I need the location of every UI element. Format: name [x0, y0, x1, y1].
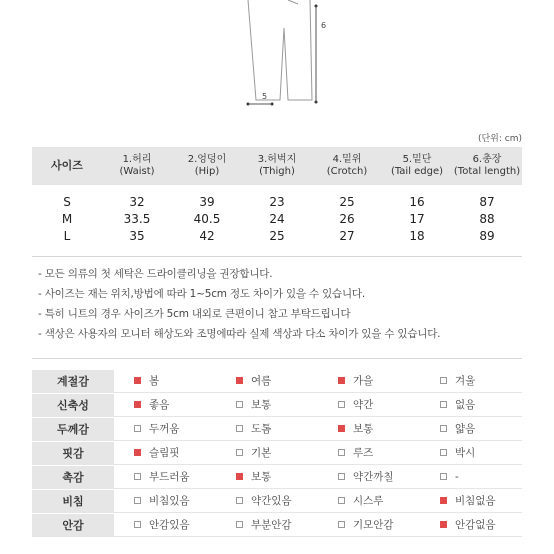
- size-row-m: [32, 210, 522, 227]
- note-line: - 특히 니트의 경우 사이즈가 5cm 내외로 큰편이니 참고 부탁드립니다: [38, 308, 351, 320]
- sketch-label-5: 5: [262, 92, 268, 101]
- attribute-option: [114, 421, 216, 436]
- unchecked-box-icon: [338, 521, 345, 528]
- header-hip-ko: 2.엉덩이: [187, 154, 227, 165]
- unchecked-box-icon: [236, 521, 243, 528]
- care-notes: [38, 266, 518, 346]
- size-cell: 35: [129, 228, 145, 243]
- attribute-option-label: 비침없음: [455, 495, 496, 507]
- unchecked-box-icon: [440, 425, 447, 432]
- divider: [32, 256, 522, 257]
- attribute-row: [32, 513, 522, 537]
- header-tail-edge-en: (Tail edge): [390, 166, 444, 177]
- size-cell: 32: [129, 194, 145, 209]
- unchecked-box-icon: [440, 473, 447, 480]
- header-thigh-en: (Thigh): [259, 166, 295, 177]
- size-cell: 26: [339, 211, 355, 226]
- note-line: - 모든 의류의 첫 세탁은 드라이클리닝을 권장합니다.: [38, 268, 273, 280]
- header-waist-ko: 1.허리: [122, 154, 152, 165]
- attribute-row: [32, 489, 522, 513]
- size-cell: 39: [199, 194, 215, 209]
- unchecked-box-icon: [134, 497, 141, 504]
- attribute-option: [216, 469, 318, 484]
- header-tail-edge-ko: 5.밑단: [402, 154, 432, 165]
- unit-label: (단위: cm): [477, 134, 522, 144]
- attribute-option: [114, 493, 216, 508]
- attribute-option: [318, 397, 420, 412]
- size-cell: 16: [409, 194, 425, 209]
- checked-box-icon: [338, 377, 345, 384]
- size-row-l: [32, 227, 522, 244]
- attribute-option-label: 기모안감: [353, 519, 394, 531]
- header-total-length: [452, 154, 522, 178]
- attribute-option-label: 시스루: [353, 495, 384, 507]
- attribute-option-label: 여름: [251, 375, 272, 387]
- attribute-option: [216, 517, 318, 532]
- attribute-option: [318, 517, 420, 532]
- attribute-option-label: 보통: [251, 471, 272, 483]
- size-cell: L: [63, 228, 71, 243]
- attribute-option: [420, 373, 522, 388]
- checked-box-icon: [440, 521, 447, 528]
- checked-box-icon: [236, 473, 243, 480]
- sketch-label-6: 6: [321, 21, 327, 30]
- unchecked-box-icon: [440, 401, 447, 408]
- unchecked-box-icon: [236, 401, 243, 408]
- size-cell: 18: [409, 228, 425, 243]
- pants-sketch: [0, 0, 554, 112]
- size-cell: 42: [199, 228, 215, 243]
- unchecked-box-icon: [236, 449, 243, 456]
- attribute-option-label: -: [455, 470, 459, 483]
- size-cell: 87: [479, 194, 495, 209]
- attribute-option: [420, 517, 522, 532]
- attribute-option-label: 약간있음: [251, 495, 292, 507]
- size-cell: M: [61, 211, 73, 226]
- size-cell: 23: [269, 194, 285, 209]
- attribute-row: [32, 393, 522, 417]
- divider: [32, 358, 522, 359]
- attribute-option-label: 겨울: [455, 375, 476, 387]
- attribute-option-label: 부분안감: [251, 519, 292, 531]
- unchecked-box-icon: [338, 473, 345, 480]
- attribute-label: 계절감: [32, 370, 114, 392]
- size-row-s: [32, 193, 522, 210]
- checked-box-icon: [134, 449, 141, 456]
- header-thigh-ko: 3.허벅지: [257, 154, 297, 165]
- attribute-option: [318, 445, 420, 460]
- header-crotch-en: (Crotch): [326, 166, 368, 177]
- unchecked-box-icon: [134, 425, 141, 432]
- attribute-option: [216, 493, 318, 508]
- size-cell: 33.5: [123, 211, 151, 226]
- attribute-option-label: 보통: [251, 399, 272, 411]
- note-line: - 색상은 사용자의 모니터 해상도와 조명에따라 실제 색상과 다소 차이가 있을 수 있습니다.: [38, 328, 441, 340]
- size-cell: 17: [409, 211, 425, 226]
- size-cell: 40.5: [193, 211, 221, 226]
- header-hip-en: (Hip): [194, 166, 220, 177]
- attribute-option-label: 박시: [455, 447, 476, 459]
- header-thigh: [242, 154, 312, 178]
- checked-box-icon: [134, 377, 141, 384]
- attribute-option: [420, 445, 522, 460]
- attribute-option: [216, 421, 318, 436]
- unchecked-box-icon: [236, 497, 243, 504]
- size-cell: S: [63, 194, 71, 209]
- attribute-row: [32, 441, 522, 465]
- attribute-option-label: 루즈: [353, 447, 374, 459]
- attribute-option-label: 두꺼움: [149, 423, 180, 435]
- unchecked-box-icon: [338, 449, 345, 456]
- size-cell: 24: [269, 211, 285, 226]
- header-total-length-ko: 6.총장: [472, 154, 502, 165]
- attribute-row: [32, 417, 522, 441]
- attribute-option: [318, 469, 420, 484]
- attribute-option: [420, 493, 522, 508]
- checked-box-icon: [236, 377, 243, 384]
- attribute-label: 핏감: [32, 442, 114, 464]
- header-crotch: [312, 154, 382, 178]
- attribute-option: [114, 469, 216, 484]
- attribute-option-label: 보통: [353, 423, 374, 435]
- size-cell: 89: [479, 228, 495, 243]
- attribute-option-label: 약간까칠: [353, 471, 394, 483]
- attribute-option: [114, 373, 216, 388]
- attribute-option-label: 약간: [353, 399, 374, 411]
- attribute-option-label: 가을: [353, 375, 374, 387]
- attribute-option: [318, 373, 420, 388]
- attribute-row: [32, 369, 522, 393]
- unchecked-box-icon: [134, 521, 141, 528]
- header-tail-edge: [382, 154, 452, 178]
- attribute-option-label: 비침있음: [149, 495, 190, 507]
- size-cell: 25: [269, 228, 285, 243]
- attribute-option: [420, 421, 522, 436]
- attribute-option-label: 도톰: [251, 423, 272, 435]
- attribute-label: 신축성: [32, 394, 114, 416]
- attribute-option: [216, 445, 318, 460]
- unchecked-box-icon: [236, 425, 243, 432]
- attribute-option: [420, 397, 522, 412]
- checked-box-icon: [440, 497, 447, 504]
- unchecked-box-icon: [440, 449, 447, 456]
- attribute-option: [318, 493, 420, 508]
- attribute-option-label: 기본: [251, 447, 272, 459]
- attribute-option-label: 슬림핏: [149, 447, 180, 459]
- attribute-option: [216, 373, 318, 388]
- attribute-option: [114, 517, 216, 532]
- attribute-option: [318, 421, 420, 436]
- checked-box-icon: [134, 401, 141, 408]
- size-cell: 88: [479, 211, 495, 226]
- attribute-label: 촉감: [32, 466, 114, 488]
- header-size-label: 사이즈: [51, 159, 83, 172]
- header-waist: [102, 154, 172, 178]
- attribute-option-label: 얇음: [455, 423, 476, 435]
- attribute-option: [216, 397, 318, 412]
- attribute-row: [32, 465, 522, 489]
- header-waist-en: (Waist): [119, 166, 155, 177]
- size-table: [32, 147, 522, 244]
- attribute-table: [32, 369, 522, 537]
- attribute-option: [420, 471, 522, 483]
- size-cell: 25: [339, 194, 355, 209]
- checked-box-icon: [338, 425, 345, 432]
- attribute-option-label: 없음: [455, 399, 476, 411]
- attribute-label: 두께감: [32, 418, 114, 440]
- size-cell: 27: [339, 228, 355, 243]
- unchecked-box-icon: [134, 473, 141, 480]
- attribute-label: 비침: [32, 490, 114, 512]
- attribute-option-label: 안감있음: [149, 519, 190, 531]
- attribute-option-label: 안감없음: [455, 519, 496, 531]
- header-total-length-en: (Total length): [453, 166, 521, 177]
- attribute-option: [114, 445, 216, 460]
- size-table-header: [32, 147, 522, 185]
- header-size: [32, 160, 102, 172]
- attribute-option: [114, 397, 216, 412]
- header-crotch-ko: 4.밑위: [332, 154, 362, 165]
- header-hip: [172, 154, 242, 178]
- attribute-label: 안감: [32, 514, 114, 536]
- attribute-option-label: 부드러움: [149, 471, 190, 483]
- unchecked-box-icon: [338, 401, 345, 408]
- attribute-option-label: 봄: [149, 375, 160, 387]
- unchecked-box-icon: [338, 497, 345, 504]
- size-table-body: [32, 185, 522, 244]
- attribute-option-label: 좋음: [149, 399, 170, 411]
- unchecked-box-icon: [440, 377, 447, 384]
- note-line: - 사이즈는 재는 위치,방법에 따라 1~5cm 정도 차이가 있을 수 있습니다.: [38, 288, 365, 300]
